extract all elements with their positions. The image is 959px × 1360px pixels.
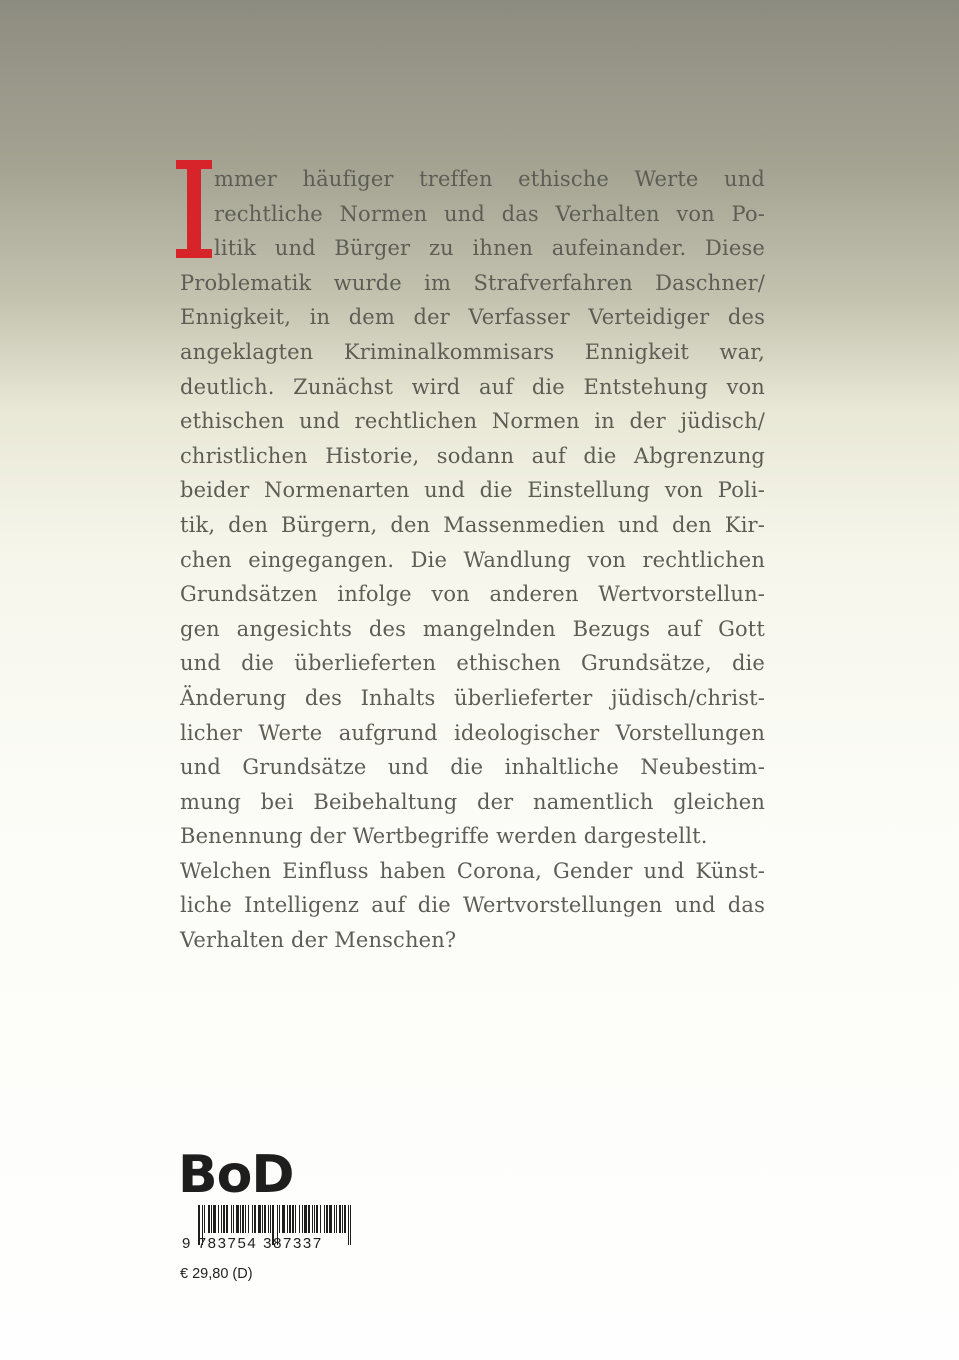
blurb-line: deutlich. Zunächst wird auf die Entstehung von bbox=[180, 374, 765, 399]
blurb-line: Ennigkeit, in dem der Verfasser Verteidiger des bbox=[180, 305, 765, 330]
blurb-line: Problematik wurde im Strafverfahren Daschner/ bbox=[180, 270, 765, 295]
blurb-line: Änderung des Inhalts überlieferter jüdisch/christ- bbox=[180, 685, 765, 710]
blurb-line: tik, den Bürgern, den Massenmedien und den Kir- bbox=[180, 512, 765, 537]
blurb-line: litik und Bürger zu ihnen aufeinander. Diese bbox=[214, 236, 765, 261]
dropcap-text: I bbox=[76, 60, 77, 61]
isbn-number: 9 783754 387337 bbox=[182, 1235, 323, 1252]
blurb-line: und Grundsätze und die inhaltliche Neubestim- bbox=[180, 755, 765, 780]
blurb-line: Grundsätzen infolge von anderen Wertvorstellun- bbox=[180, 582, 765, 607]
blurb-line: chen eingegangen. Die Wandlung von rechtlichen bbox=[180, 547, 765, 572]
blurb-line: Verhalten der Menschen? bbox=[180, 928, 457, 953]
blurb-line: mung bei Beibehaltung der namentlich gleichen bbox=[180, 789, 765, 814]
blurb-line: beider Normenarten und die Einstellung von Poli- bbox=[180, 478, 765, 503]
blurb-line: gen angesichts des mangelnden Bezugs auf Gott bbox=[180, 616, 765, 641]
blurb-line: christlichen Historie, sodann auf die Abgrenzung bbox=[180, 443, 765, 468]
blurb-line: rechtliche Normen und das Verhalten von Po- bbox=[214, 201, 765, 226]
blurb-line: und die überlieferten ethischen Grundsätze, die bbox=[180, 651, 765, 676]
blurb-line: liche Intelligenz auf die Wertvorstellungen und das bbox=[180, 893, 765, 918]
barcode bbox=[180, 1205, 358, 1263]
blurb-line: ethischen und rechtlichen Normen in der jüdisch/ bbox=[180, 409, 765, 434]
publisher-logo: BoD bbox=[178, 1145, 294, 1205]
blurb-line: mmer häufiger treffen ethische Werte und bbox=[214, 167, 765, 191]
blurb-text bbox=[180, 162, 765, 958]
blurb-line: Benennung der Wertbegriffe werden dargestellt. bbox=[180, 824, 708, 849]
blurb-line: licher Werte aufgrund ideologischer Vorstellungen bbox=[180, 720, 765, 745]
price-label: € 29,80 (D) bbox=[180, 1266, 253, 1282]
blurb-line: angeklagten Kriminalkommisars Ennigkeit war, bbox=[180, 339, 765, 364]
blurb-line: Welchen Einfluss haben Corona, Gender und Künst- bbox=[180, 858, 765, 883]
